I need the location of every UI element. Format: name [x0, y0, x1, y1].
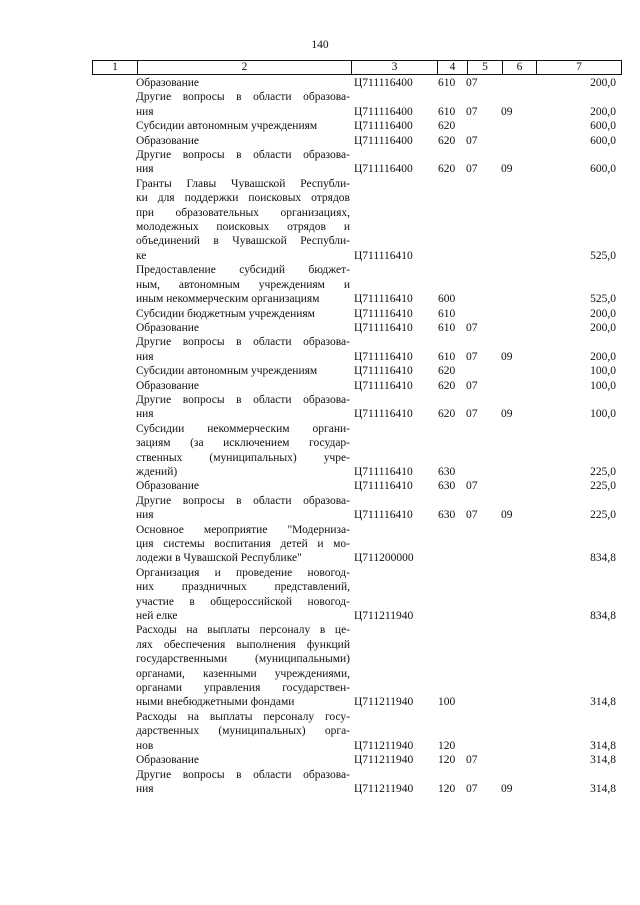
row-name-line: Образование	[136, 754, 200, 767]
row-name-cell	[136, 494, 350, 523]
row-col5-cell: 07	[466, 379, 478, 392]
row-amount-cell: 314,8	[590, 782, 616, 795]
row-amount-cell: 600,0	[590, 163, 616, 176]
header-col-5: 5	[467, 61, 502, 74]
row-name-cell	[136, 90, 350, 119]
row-name-line: нов	[136, 739, 154, 752]
table-row	[92, 177, 622, 263]
row-name-cell	[136, 379, 350, 393]
row-amount-cell: 600,0	[590, 134, 616, 147]
row-col5-cell: 07	[466, 350, 478, 363]
table-header	[92, 60, 622, 75]
row-name-line: ния	[136, 350, 154, 363]
row-col4-cell: 620	[438, 365, 456, 378]
row-name-line: ней елке	[136, 610, 178, 623]
row-amount-cell: 314,8	[590, 696, 616, 709]
row-name-line: объединений в Чувашской Республи-	[136, 235, 350, 248]
row-col4-cell: 620	[438, 379, 456, 392]
table-row	[92, 494, 622, 523]
table-row	[92, 393, 622, 422]
header-col-4: 4	[437, 61, 467, 74]
row-code-cell: Ц711211940	[354, 739, 414, 752]
row-name-cell	[136, 566, 350, 624]
row-amount-cell: 100,0	[590, 408, 616, 421]
header-col-7: 7	[536, 61, 621, 74]
row-name-line: Организация и проведение новогод-	[136, 566, 350, 579]
row-amount-cell: 834,8	[590, 610, 616, 623]
row-name-cell	[136, 321, 350, 335]
row-name-line: Образование	[136, 379, 200, 392]
table-row	[92, 307, 622, 321]
row-name-line: Основное мероприятие "Модерниза-	[136, 523, 350, 536]
row-col4-cell: 630	[438, 480, 456, 493]
row-name-cell	[136, 263, 350, 306]
table-row	[92, 422, 622, 480]
row-col4-cell: 630	[438, 465, 456, 478]
row-amount-cell: 314,8	[590, 754, 616, 767]
row-col4-cell: 610	[438, 321, 456, 334]
header-col-6: 6	[502, 61, 536, 74]
row-name-line: них праздничных представлений,	[136, 581, 350, 594]
row-name-cell	[136, 134, 350, 148]
row-code-cell: Ц711116410	[354, 480, 413, 493]
row-amount-cell: 314,8	[590, 739, 616, 752]
row-name-line: Расходы на выплаты персоналу в це-	[136, 624, 350, 637]
row-name-line: Образование	[136, 480, 200, 493]
row-name-line: ния	[136, 509, 154, 522]
row-name-line: ственных (муниципальных) учре-	[136, 451, 350, 464]
row-code-cell: Ц711200000	[354, 552, 414, 565]
row-name-line: ке	[136, 249, 147, 262]
row-name-line: Другие вопросы в области образова-	[136, 149, 350, 162]
row-name-line: Субсидии некоммерческим органи-	[136, 422, 350, 435]
row-name-line: Субсидии бюджетным учреждениям	[136, 307, 315, 320]
row-col5-cell: 07	[466, 509, 478, 522]
row-code-cell: Ц711116410	[354, 293, 413, 306]
row-name-cell	[136, 364, 350, 378]
row-name-line: Другие вопросы в области образова-	[136, 336, 350, 349]
row-col6-cell: 09	[501, 350, 513, 363]
row-col5-cell: 07	[466, 321, 478, 334]
row-name-line: ния	[136, 782, 154, 795]
row-col4-cell: 620	[438, 120, 456, 133]
row-name-line: Другие вопросы в области образова-	[136, 91, 350, 104]
row-col4-cell: 610	[438, 350, 456, 363]
row-amount-cell: 225,0	[590, 480, 616, 493]
row-code-cell: Ц711116410	[354, 365, 413, 378]
row-name-cell	[136, 177, 350, 263]
row-col4-cell: 610	[438, 105, 456, 118]
row-col5-cell: 07	[466, 163, 478, 176]
row-col4-cell: 120	[438, 782, 456, 795]
row-col5-cell: 07	[466, 754, 478, 767]
table-row	[92, 90, 622, 119]
header-col-3: 3	[351, 61, 437, 74]
row-amount-cell: 525,0	[590, 293, 616, 306]
row-code-cell: Ц711116400	[354, 105, 413, 118]
row-code-cell: Ц711116400	[354, 120, 413, 133]
row-code-cell: Ц711116410	[354, 509, 413, 522]
row-code-cell: Ц711116410	[354, 321, 413, 334]
row-amount-cell: 200,0	[590, 77, 616, 89]
row-name-line: ными внебюджетными фондами	[136, 696, 295, 709]
row-col5-cell: 07	[466, 134, 478, 147]
row-name-line: Расходы на выплаты персоналу госу-	[136, 710, 350, 723]
row-name-line: молодежных поисковых отрядов и	[136, 221, 350, 234]
row-code-cell: Ц711116410	[354, 249, 413, 262]
row-name-line: ния	[136, 163, 154, 176]
table-row	[92, 523, 622, 566]
row-code-cell: Ц711211940	[354, 782, 414, 795]
table-row	[92, 148, 622, 177]
row-name-line: Гранты Главы Чувашской Республи-	[136, 177, 350, 190]
row-name-cell	[136, 76, 350, 90]
row-code-cell: Ц711116400	[354, 77, 413, 89]
row-name-line: Другие вопросы в области образова-	[136, 393, 350, 406]
row-col4-cell: 620	[438, 134, 456, 147]
row-code-cell: Ц711116410	[354, 465, 413, 478]
row-amount-cell: 834,8	[590, 552, 616, 565]
row-amount-cell: 100,0	[590, 365, 616, 378]
row-name-line: иным некоммерческим организациям	[136, 293, 320, 306]
row-name-cell	[136, 335, 350, 364]
row-name-cell	[136, 307, 350, 321]
table-row	[92, 263, 622, 306]
row-col4-cell: 100	[438, 696, 456, 709]
table-row	[92, 566, 622, 624]
row-name-cell	[136, 523, 350, 566]
row-name-line: лях обеспечения выполнения функций	[136, 638, 350, 651]
row-name-line: Другие вопросы в области образова-	[136, 494, 350, 507]
row-name-cell	[136, 479, 350, 493]
row-col4-cell: 600	[438, 293, 456, 306]
row-col4-cell: 610	[438, 77, 456, 89]
table-row	[92, 76, 622, 90]
table-row	[92, 364, 622, 378]
row-amount-cell: 600,0	[590, 120, 616, 133]
table-row	[92, 335, 622, 364]
row-code-cell: Ц711116410	[354, 307, 413, 320]
row-name-line: ждений)	[136, 465, 178, 478]
row-col5-cell: 07	[466, 105, 478, 118]
row-col4-cell: 620	[438, 163, 456, 176]
row-col6-cell: 09	[501, 105, 513, 118]
row-col5-cell: 07	[466, 782, 478, 795]
row-name-cell	[136, 623, 350, 709]
page-number: 140	[311, 39, 329, 51]
table-row	[92, 119, 622, 133]
row-code-cell: Ц711116400	[354, 163, 413, 176]
row-name-line: ния	[136, 408, 154, 421]
table-body	[92, 76, 622, 796]
row-name-line: Образование	[136, 77, 200, 89]
row-name-cell	[136, 710, 350, 753]
row-name-line: зациям (за исключением государ-	[136, 437, 350, 450]
row-name-line: Субсидии автономным учреждениям	[136, 365, 318, 378]
row-amount-cell: 200,0	[590, 321, 616, 334]
row-code-cell: Ц711116400	[354, 134, 413, 147]
row-col4-cell: 630	[438, 509, 456, 522]
table-row	[92, 134, 622, 148]
row-col4-cell: 610	[438, 307, 456, 320]
header-col-1: 1	[112, 61, 118, 73]
row-name-line: Образование	[136, 321, 200, 334]
row-name-line: Предоставление субсидий бюджет-	[136, 264, 350, 277]
row-col6-cell: 09	[501, 509, 513, 522]
header-col-2: 2	[137, 61, 351, 74]
row-name-line: дарственных (муниципальных) орга-	[136, 725, 350, 738]
row-col5-cell: 07	[466, 480, 478, 493]
table-row	[92, 768, 622, 797]
row-code-cell: Ц711211940	[354, 754, 414, 767]
row-name-line: Субсидии автономным учреждениям	[136, 120, 318, 133]
row-name-line: лодежи в Чувашской Республике"	[136, 552, 302, 565]
table-row	[92, 753, 622, 767]
table-row	[92, 479, 622, 493]
row-name-line: Образование	[136, 134, 200, 147]
row-name-line: Другие вопросы в области образова-	[136, 768, 350, 781]
table-row	[92, 379, 622, 393]
row-amount-cell: 100,0	[590, 379, 616, 392]
row-code-cell: Ц711116410	[354, 408, 413, 421]
row-name-cell	[136, 148, 350, 177]
row-name-cell	[136, 422, 350, 480]
row-col4-cell: 620	[438, 408, 456, 421]
row-name-line: ным, автономным учреждениям и	[136, 278, 350, 291]
row-name-cell	[136, 753, 350, 767]
row-col6-cell: 09	[501, 408, 513, 421]
row-name-line: органами управления государствен-	[136, 682, 350, 695]
row-col5-cell: 07	[466, 77, 478, 89]
row-name-line: участие в общероссийской новогод-	[136, 595, 350, 608]
row-amount-cell: 525,0	[590, 249, 616, 262]
row-name-line: органами, казенными учреждениями,	[136, 667, 350, 680]
row-name-cell	[136, 393, 350, 422]
row-amount-cell: 200,0	[590, 307, 616, 320]
row-col5-cell: 07	[466, 408, 478, 421]
row-name-cell	[136, 768, 350, 797]
row-name-line: ки для поддержки поисковых отрядов	[136, 192, 350, 205]
row-code-cell: Ц711211940	[354, 610, 414, 623]
row-col6-cell: 09	[501, 163, 513, 176]
row-amount-cell: 225,0	[590, 509, 616, 522]
row-code-cell: Ц711116410	[354, 379, 413, 392]
row-name-line: при образовательных организациях,	[136, 206, 350, 219]
row-amount-cell: 200,0	[590, 105, 616, 118]
row-col4-cell: 120	[438, 754, 456, 767]
row-code-cell: Ц711211940	[354, 696, 414, 709]
row-name-line: государственными (муниципальными)	[136, 653, 350, 666]
row-name-line: ния	[136, 105, 154, 118]
row-name-cell	[136, 119, 350, 133]
row-code-cell: Ц711116410	[354, 350, 413, 363]
row-name-line: ция системы воспитания детей и мо-	[136, 538, 350, 550]
row-amount-cell: 200,0	[590, 350, 616, 363]
row-col4-cell: 120	[438, 739, 456, 752]
row-col6-cell: 09	[501, 782, 513, 795]
row-amount-cell: 225,0	[590, 465, 616, 478]
table-row	[92, 710, 622, 753]
table-row	[92, 321, 622, 335]
table-row	[92, 623, 622, 709]
